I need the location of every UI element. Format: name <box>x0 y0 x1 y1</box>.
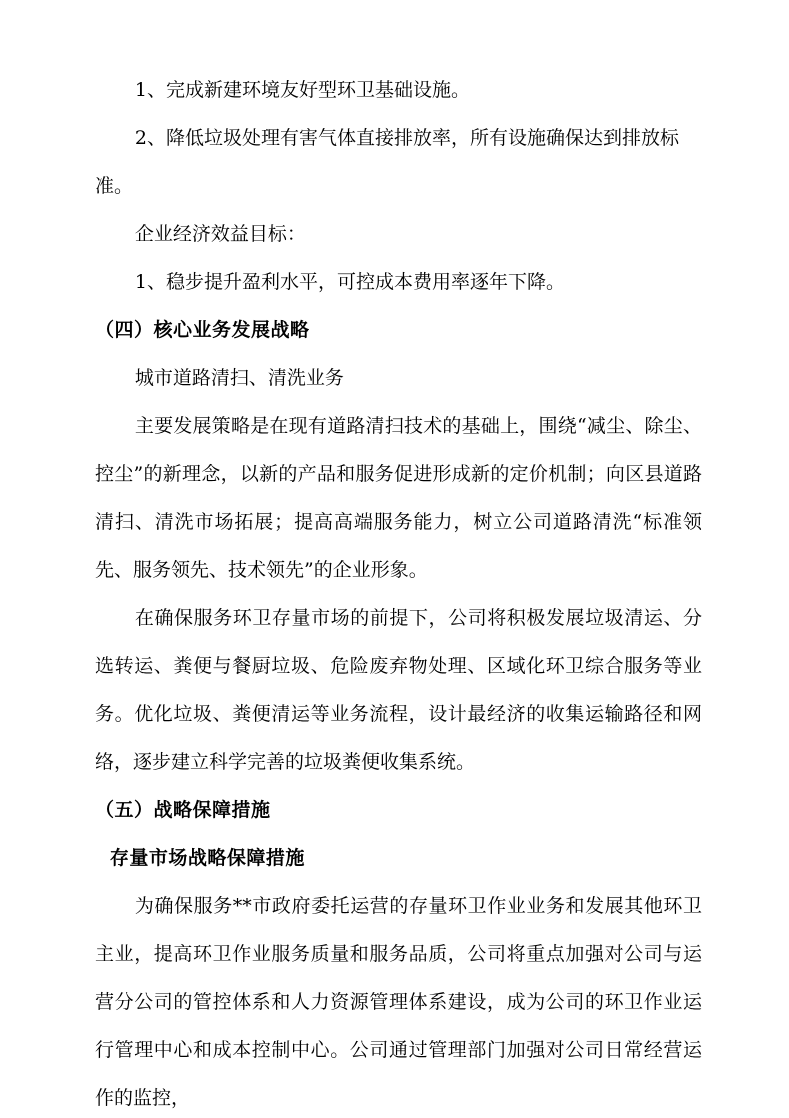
label-economic-goal: 企业经济效益目标： <box>134 223 306 245</box>
list-item-economic-goal-1: 1、稳步提升盈利水平，可控成本费用率逐年下降。 <box>134 271 565 293</box>
list-item-env-goal-1: 1、完成新建环境友好型环卫基础设施。 <box>134 79 470 101</box>
label-road-cleaning: 城市道路清扫、清洗业务 <box>134 367 344 389</box>
list-item-env-goal-2: 2、降低垃圾处理有害气体直接排放率，所有设施确保达到排放标准。 <box>95 127 679 197</box>
section-heading-strategy-safeguards: （五）战略保障措施 <box>95 799 271 821</box>
paragraph-safeguard-measures: 为确保服务**市政府委托运营的存量环卫作业业务和发展其他环卫主业，提高环卫作业服务质量和服务品质，公司将重点加强对公司与运营分公司的管控体系和人力资源管理体系建设，成为公司的环卫作业运行管理中心和成本控制中心。公司通过管理部门加强对公司日常经营运作的监控， <box>95 895 702 1109</box>
paragraph-waste-services: 在确保服务环卫存量市场的前提下，公司将积极发展垃圾清运、分选转运、粪便与餐厨垃圾、危险废弃物处理、区域化环卫综合服务等业务。优化垃圾、粪便清运等业务流程，设计最经济的收集运输路径和网络，逐步建立科学完善的垃圾粪便收集系统。 <box>95 607 702 773</box>
subheading-stock-market-safeguards: 存量市场战略保障措施 <box>109 847 305 869</box>
section-heading-core-business: （四）核心业务发展战略 <box>95 319 310 341</box>
paragraph-road-strategy: 主要发展策略是在现有道路清扫技术的基础上，围绕“减尘、除尘、控尘”的新理念，以新的产品和服务促进形成新的定价机制；向区县道路清扫、清洗市场拓展；提高高端服务能力，树立公司道路清洗“标准领先、服务领先、技术领先”的企业形象。 <box>95 415 702 581</box>
